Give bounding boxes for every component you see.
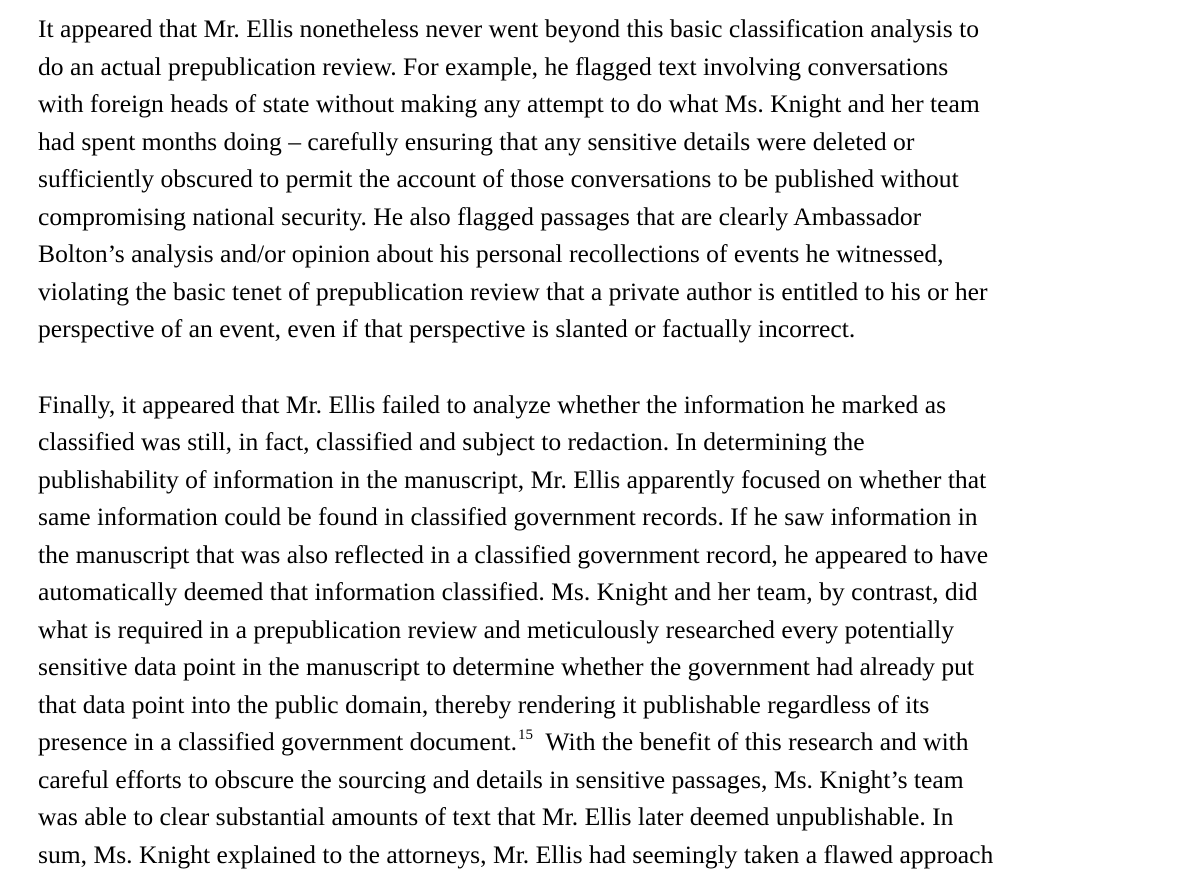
text-line: careful efforts to obscure the sourcing and details in sensitive passages, Ms. Knight’s team	[38, 764, 964, 794]
paragraph-classification-analysis	[38, 386, 1178, 874]
text-line: same information could be found in classified government records. If he saw information in	[38, 502, 978, 531]
text-line-with-footnote	[38, 723, 1178, 761]
text-line: what is required in a prepublication review and meticulously researched every potentially	[38, 614, 955, 644]
text-line: automatically deemed that information classified. Ms. Knight and her team, by contrast, did	[38, 577, 978, 606]
text-line: publishability of information in the manuscript, Mr. Ellis apparently focused on whether that	[38, 464, 987, 494]
text-segment: presence in a classified government document.	[38, 727, 517, 756]
text-line: compromising national security. He also flagged passages that are clearly Ambassador	[38, 201, 922, 231]
text-line: classified was still, in fact, classified and subject to redaction. In determining the	[38, 427, 865, 456]
text-line: had spent months doing – carefully ensuring that any sensitive details were deleted or	[38, 126, 915, 156]
text-line: perspective of an event, even if that perspective is slanted or factually incorrect.	[38, 314, 856, 343]
text-line: Bolton’s analysis and/or opinion about his personal recollections of events he witnessed,	[38, 239, 944, 268]
text-line: the manuscript that was also reflected in a classified government record, he appeared to have	[38, 539, 989, 569]
footnote-marker: 15	[518, 727, 533, 743]
text-line: was able to clear substantial amounts of text that Mr. Ellis later deemed unpublishable. In	[38, 802, 954, 831]
paragraph-ellis-review	[38, 10, 1178, 348]
document-page	[38, 10, 1178, 873]
text-line: sufficiently obscured to permit the account of those conversations to be published without	[38, 164, 959, 193]
text-line: sensitive data point in the manuscript to determine whether the government had already put	[38, 652, 975, 681]
text-line: It appeared that Mr. Ellis nonetheless never went beyond this basic classification analysis to	[38, 14, 980, 43]
text-segment: With the benefit of this research and with	[533, 727, 969, 756]
text-line: Finally, it appeared that Mr. Ellis failed to analyze whether the information he marked as	[38, 389, 947, 419]
text-line: do an actual prepublication review. For example, he flagged text involving conversations	[38, 51, 949, 81]
text-line: violating the basic tenet of prepublication review that a private author is entitled to his or her	[38, 276, 988, 306]
text-line: sum, Ms. Knight explained to the attorneys, Mr. Ellis had seemingly taken a flawed approach	[38, 839, 994, 869]
text-line: that data point into the public domain, thereby rendering it publishable regardless of its	[38, 689, 930, 719]
text-line: with foreign heads of state without making any attempt to do what Ms. Knight and her team	[38, 89, 980, 118]
